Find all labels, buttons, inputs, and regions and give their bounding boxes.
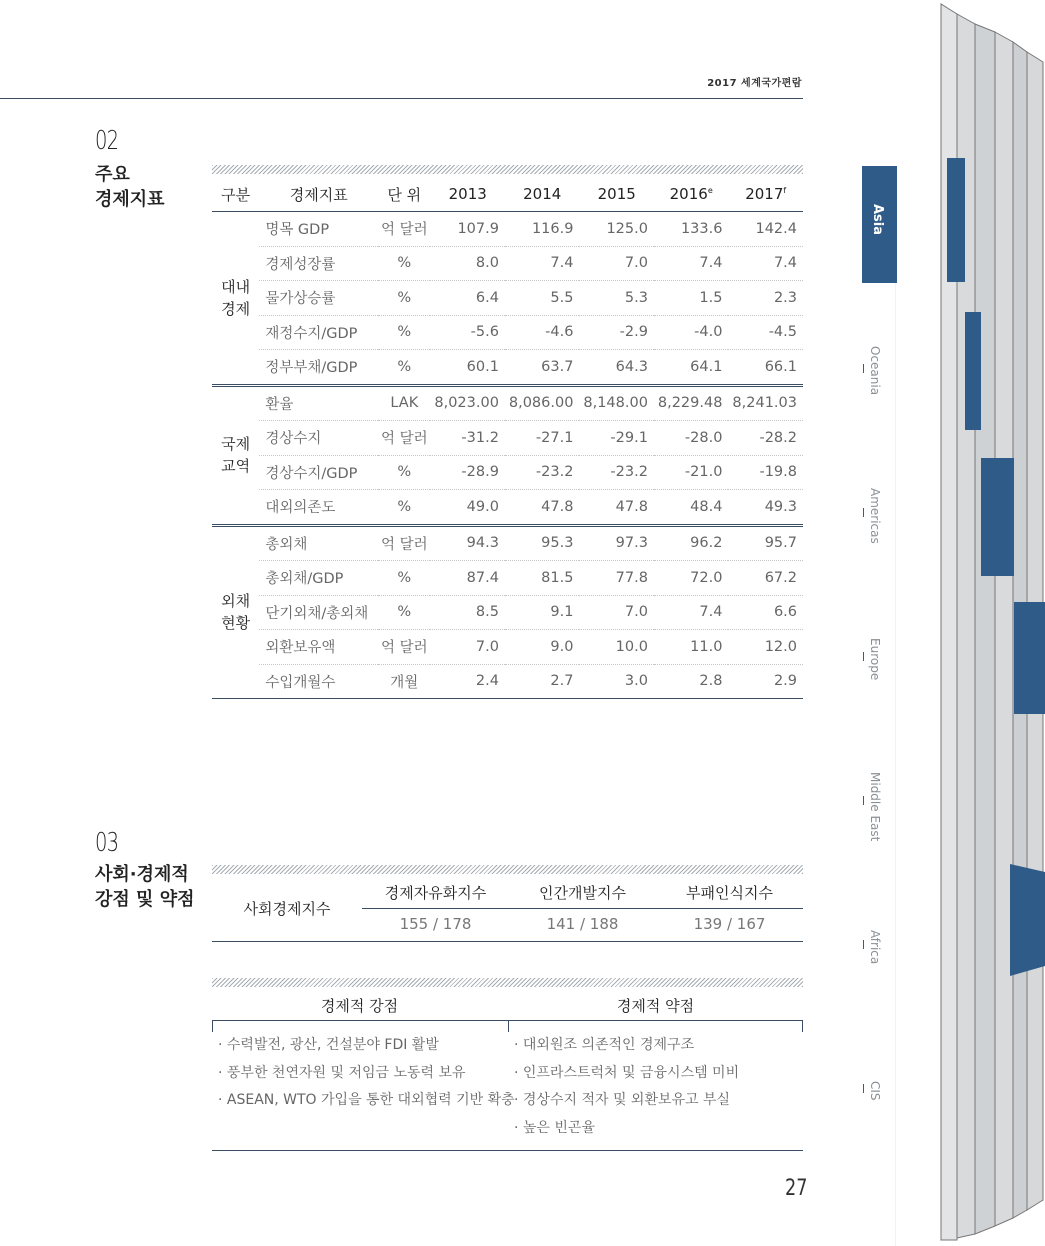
header-human-development: 인간개발지수 bbox=[539, 884, 626, 902]
value-cell: 2.8 bbox=[654, 664, 729, 699]
value-cell: 2.7 bbox=[505, 664, 580, 699]
value-cell: 64.1 bbox=[654, 350, 729, 386]
header-rule bbox=[0, 98, 803, 99]
value-cell: -5.6 bbox=[430, 315, 505, 350]
list-item: · 풍부한 천연자원 및 저임금 노동력 보유 bbox=[218, 1064, 466, 1081]
value-human-development: 141 / 188 bbox=[546, 915, 619, 933]
value-cell: 95.3 bbox=[505, 525, 580, 561]
unit-cell: 억 달러 bbox=[378, 630, 430, 665]
value-cell: 1.5 bbox=[654, 281, 729, 316]
category-cell bbox=[212, 212, 259, 386]
table-row bbox=[212, 525, 803, 561]
list-item: · 높은 빈곤율 bbox=[514, 1119, 595, 1136]
tab-label-cis[interactable]: CIS bbox=[868, 1081, 882, 1101]
socioeconomic-label: 사회경제지수 bbox=[243, 900, 331, 918]
value-cell: 87.4 bbox=[430, 561, 505, 596]
tab-marker bbox=[863, 796, 864, 805]
strength-header: 경제적 강점 bbox=[320, 997, 399, 1015]
value-cell: 3.0 bbox=[579, 664, 654, 699]
value-cell: 7.4 bbox=[728, 246, 803, 281]
unit-cell: 억 달러 bbox=[378, 525, 430, 561]
value-cell: 2.4 bbox=[430, 664, 505, 699]
value-cell: -4.0 bbox=[654, 315, 729, 350]
col-header-unit: 단 위 bbox=[378, 177, 430, 212]
table-row bbox=[212, 385, 803, 421]
tab-marker bbox=[863, 652, 864, 661]
indicator-cell: 경제성장률 bbox=[259, 246, 378, 281]
table-row bbox=[212, 421, 803, 456]
value-cell: 5.5 bbox=[505, 281, 580, 316]
value-cell: 96.2 bbox=[654, 525, 729, 561]
value-cell: -23.2 bbox=[505, 455, 580, 490]
value-economic-freedom: 155 / 178 bbox=[399, 915, 472, 933]
indicator-cell: 경상수지/GDP bbox=[259, 455, 378, 490]
value-cell: 60.1 bbox=[430, 350, 505, 386]
section-title-economic-indicators bbox=[95, 162, 165, 212]
value-cell: 81.5 bbox=[505, 561, 580, 596]
value-cell: -28.9 bbox=[430, 455, 505, 490]
socioeconomic-index-table bbox=[212, 876, 803, 942]
category-line: 대내 bbox=[221, 277, 251, 296]
book-page-edges bbox=[895, 0, 1045, 1246]
table-row bbox=[212, 630, 803, 665]
tab-marker bbox=[863, 364, 864, 373]
value-cell: 97.3 bbox=[579, 525, 654, 561]
col-header-category: 구분 bbox=[212, 177, 259, 212]
value-cell: -28.2 bbox=[728, 421, 803, 456]
indicator-cell: 정부부채/GDP bbox=[259, 350, 378, 386]
value-cell: 49.3 bbox=[728, 490, 803, 526]
value-cell: -28.0 bbox=[654, 421, 729, 456]
value-cell: 67.2 bbox=[728, 561, 803, 596]
economic-indicator-table bbox=[212, 177, 803, 699]
value-cell: 63.7 bbox=[505, 350, 580, 386]
value-cell: 2.9 bbox=[728, 664, 803, 699]
header-corruption-perception: 부패인식지수 bbox=[686, 884, 773, 902]
unit-cell: 억 달러 bbox=[378, 212, 430, 247]
indicator-cell: 대외의존도 bbox=[259, 490, 378, 526]
list-item: · 경상수지 적자 및 외환보유고 부실 bbox=[514, 1092, 731, 1108]
value-cell: -23.2 bbox=[579, 455, 654, 490]
table-header-row bbox=[212, 177, 803, 212]
table-row bbox=[212, 664, 803, 699]
section-title-line: 주요 bbox=[95, 164, 130, 185]
value-cell: 7.0 bbox=[579, 246, 654, 281]
table-row bbox=[212, 595, 803, 630]
value-cell: 7.0 bbox=[579, 595, 654, 630]
header-rule bbox=[362, 908, 803, 909]
value-corruption-perception: 139 / 167 bbox=[693, 915, 766, 933]
value-cell: 8,148.00 bbox=[579, 385, 654, 421]
tab-label-americas[interactable]: Americas bbox=[868, 488, 882, 544]
hatch-rule bbox=[212, 978, 803, 987]
category-cell bbox=[212, 525, 259, 699]
tab-marker bbox=[863, 1084, 864, 1093]
value-cell: 5.3 bbox=[579, 281, 654, 316]
value-cell: 47.8 bbox=[579, 490, 654, 526]
hatch-rule bbox=[212, 865, 803, 874]
strength-list bbox=[218, 1032, 515, 1115]
column-tick bbox=[508, 1020, 509, 1032]
value-cell: -19.8 bbox=[728, 455, 803, 490]
indicator-cell: 수입개월수 bbox=[259, 664, 378, 699]
col-header-2013: 2013 bbox=[430, 177, 505, 212]
value-cell: 7.0 bbox=[430, 630, 505, 665]
category-line: 경제 bbox=[221, 299, 251, 318]
value-cell: -4.5 bbox=[728, 315, 803, 350]
strengths-weaknesses-table bbox=[212, 989, 803, 1151]
year-label: 2017 bbox=[745, 185, 784, 203]
section-number-03: 03 bbox=[95, 828, 119, 858]
tab-label-asia[interactable]: Asia bbox=[870, 204, 885, 236]
unit-cell: 개월 bbox=[378, 664, 430, 699]
tab-label-middle-east[interactable]: Middle East bbox=[868, 772, 882, 842]
section-title-line: 강점 및 약점 bbox=[95, 889, 195, 910]
value-cell: 116.9 bbox=[505, 212, 580, 247]
value-cell: 48.4 bbox=[654, 490, 729, 526]
value-cell: -27.1 bbox=[505, 421, 580, 456]
tab-marker bbox=[863, 508, 864, 517]
table-row bbox=[212, 350, 803, 386]
page-edges-graphic bbox=[895, 0, 1045, 1246]
table-row bbox=[212, 281, 803, 316]
value-cell: 8.5 bbox=[430, 595, 505, 630]
col-header-2015: 2015 bbox=[579, 177, 654, 212]
unit-cell: % bbox=[378, 595, 430, 630]
indicator-cell: 외환보유액 bbox=[259, 630, 378, 665]
list-item: · ASEAN, WTO 가입을 통한 대외협력 기반 확충 bbox=[218, 1092, 515, 1108]
value-cell: 8,241.03 bbox=[728, 385, 803, 421]
value-cell: 8.0 bbox=[430, 246, 505, 281]
estimate-mark: e bbox=[707, 186, 713, 195]
section-number-02: 02 bbox=[95, 126, 119, 156]
indicator-cell: 환율 bbox=[259, 385, 378, 421]
indicator-cell: 단기외채/총외채 bbox=[259, 595, 378, 630]
tab-marker bbox=[863, 940, 864, 949]
value-cell: 72.0 bbox=[654, 561, 729, 596]
value-cell: 49.0 bbox=[430, 490, 505, 526]
list-item: · 대외원조 의존적인 경제구조 bbox=[514, 1037, 695, 1053]
value-cell: 8,023.00 bbox=[430, 385, 505, 421]
category-line: 국제 bbox=[221, 435, 251, 453]
unit-cell: % bbox=[378, 315, 430, 350]
value-cell: 7.4 bbox=[654, 595, 729, 630]
category-line: 교역 bbox=[221, 457, 251, 475]
value-cell: 47.8 bbox=[505, 490, 580, 526]
category-cell bbox=[212, 385, 259, 525]
column-tick bbox=[802, 1020, 803, 1032]
tab-label-oceania[interactable]: Oceania bbox=[868, 346, 882, 396]
unit-cell: % bbox=[378, 246, 430, 281]
value-cell: -31.2 bbox=[430, 421, 505, 456]
value-cell: 12.0 bbox=[728, 630, 803, 665]
page-number: 27 bbox=[785, 1176, 808, 1201]
list-item: · 수력발전, 광산, 건설분야 FDI 활발 bbox=[218, 1037, 439, 1053]
value-cell: 7.4 bbox=[654, 246, 729, 281]
value-cell: 8,086.00 bbox=[505, 385, 580, 421]
unit-cell: % bbox=[378, 455, 430, 490]
value-cell: -4.6 bbox=[505, 315, 580, 350]
value-cell: 6.4 bbox=[430, 281, 505, 316]
value-cell: 95.7 bbox=[728, 525, 803, 561]
weakness-header: 경제적 약점 bbox=[616, 997, 695, 1015]
value-cell: 7.4 bbox=[505, 246, 580, 281]
indicator-cell: 총외채 bbox=[259, 525, 378, 561]
value-cell: 6.6 bbox=[728, 595, 803, 630]
col-header-2017 bbox=[728, 177, 803, 212]
table-row bbox=[212, 490, 803, 526]
year-label: 2016 bbox=[669, 185, 708, 203]
running-header-title: 2017 세계국가편람 bbox=[707, 78, 802, 89]
table-row bbox=[212, 561, 803, 596]
unit-cell: 억 달러 bbox=[378, 421, 430, 456]
table-body bbox=[212, 212, 803, 699]
indicator-cell: 재정수지/GDP bbox=[259, 315, 378, 350]
unit-cell: LAK bbox=[378, 385, 430, 421]
header-economic-freedom: 경제자유화지수 bbox=[384, 884, 487, 902]
value-cell: -29.1 bbox=[579, 421, 654, 456]
col-header-2016 bbox=[654, 177, 729, 212]
tab-label-europe[interactable]: Europe bbox=[868, 638, 882, 681]
value-cell: -21.0 bbox=[654, 455, 729, 490]
value-cell: 2.3 bbox=[728, 281, 803, 316]
value-cell: 9.1 bbox=[505, 595, 580, 630]
table-row bbox=[212, 246, 803, 281]
table-row bbox=[212, 212, 803, 247]
value-cell: 64.3 bbox=[579, 350, 654, 386]
col-header-indicator: 경제지표 bbox=[259, 177, 378, 212]
value-cell: 8,229.48 bbox=[654, 385, 729, 421]
value-cell: 9.0 bbox=[505, 630, 580, 665]
section-title-line: 경제지표 bbox=[95, 189, 165, 210]
category-line: 외채 bbox=[221, 592, 251, 611]
indicator-cell: 총외채/GDP bbox=[259, 561, 378, 596]
indicator-cell: 경상수지 bbox=[259, 421, 378, 456]
table-row bbox=[212, 455, 803, 490]
section-title-strengths-weaknesses bbox=[95, 862, 194, 912]
indicator-cell: 명목 GDP bbox=[259, 212, 378, 247]
unit-cell: % bbox=[378, 490, 430, 526]
value-cell: 11.0 bbox=[654, 630, 729, 665]
col-header-2014: 2014 bbox=[505, 177, 580, 212]
value-cell: -2.9 bbox=[579, 315, 654, 350]
value-cell: 107.9 bbox=[430, 212, 505, 247]
value-cell: 94.3 bbox=[430, 525, 505, 561]
category-line: 현황 bbox=[221, 614, 251, 633]
unit-cell: % bbox=[378, 281, 430, 316]
tab-label-africa[interactable]: Africa bbox=[868, 930, 882, 965]
table-row bbox=[212, 315, 803, 350]
column-tick bbox=[212, 1020, 213, 1032]
value-cell: 10.0 bbox=[579, 630, 654, 665]
value-cell: 133.6 bbox=[654, 212, 729, 247]
value-cell: 77.8 bbox=[579, 561, 654, 596]
list-item: · 인프라스트럭처 및 금융시스템 미비 bbox=[514, 1064, 740, 1081]
unit-cell: % bbox=[378, 561, 430, 596]
unit-cell: % bbox=[378, 350, 430, 386]
hatch-rule bbox=[212, 165, 803, 174]
forecast-mark: f bbox=[783, 186, 787, 195]
value-cell: 142.4 bbox=[728, 212, 803, 247]
value-cell: 125.0 bbox=[579, 212, 654, 247]
indicator-cell: 물가상승률 bbox=[259, 281, 378, 316]
value-cell: 66.1 bbox=[728, 350, 803, 386]
weakness-list bbox=[514, 1032, 739, 1142]
section-title-line: 사회·경제적 bbox=[95, 864, 189, 885]
